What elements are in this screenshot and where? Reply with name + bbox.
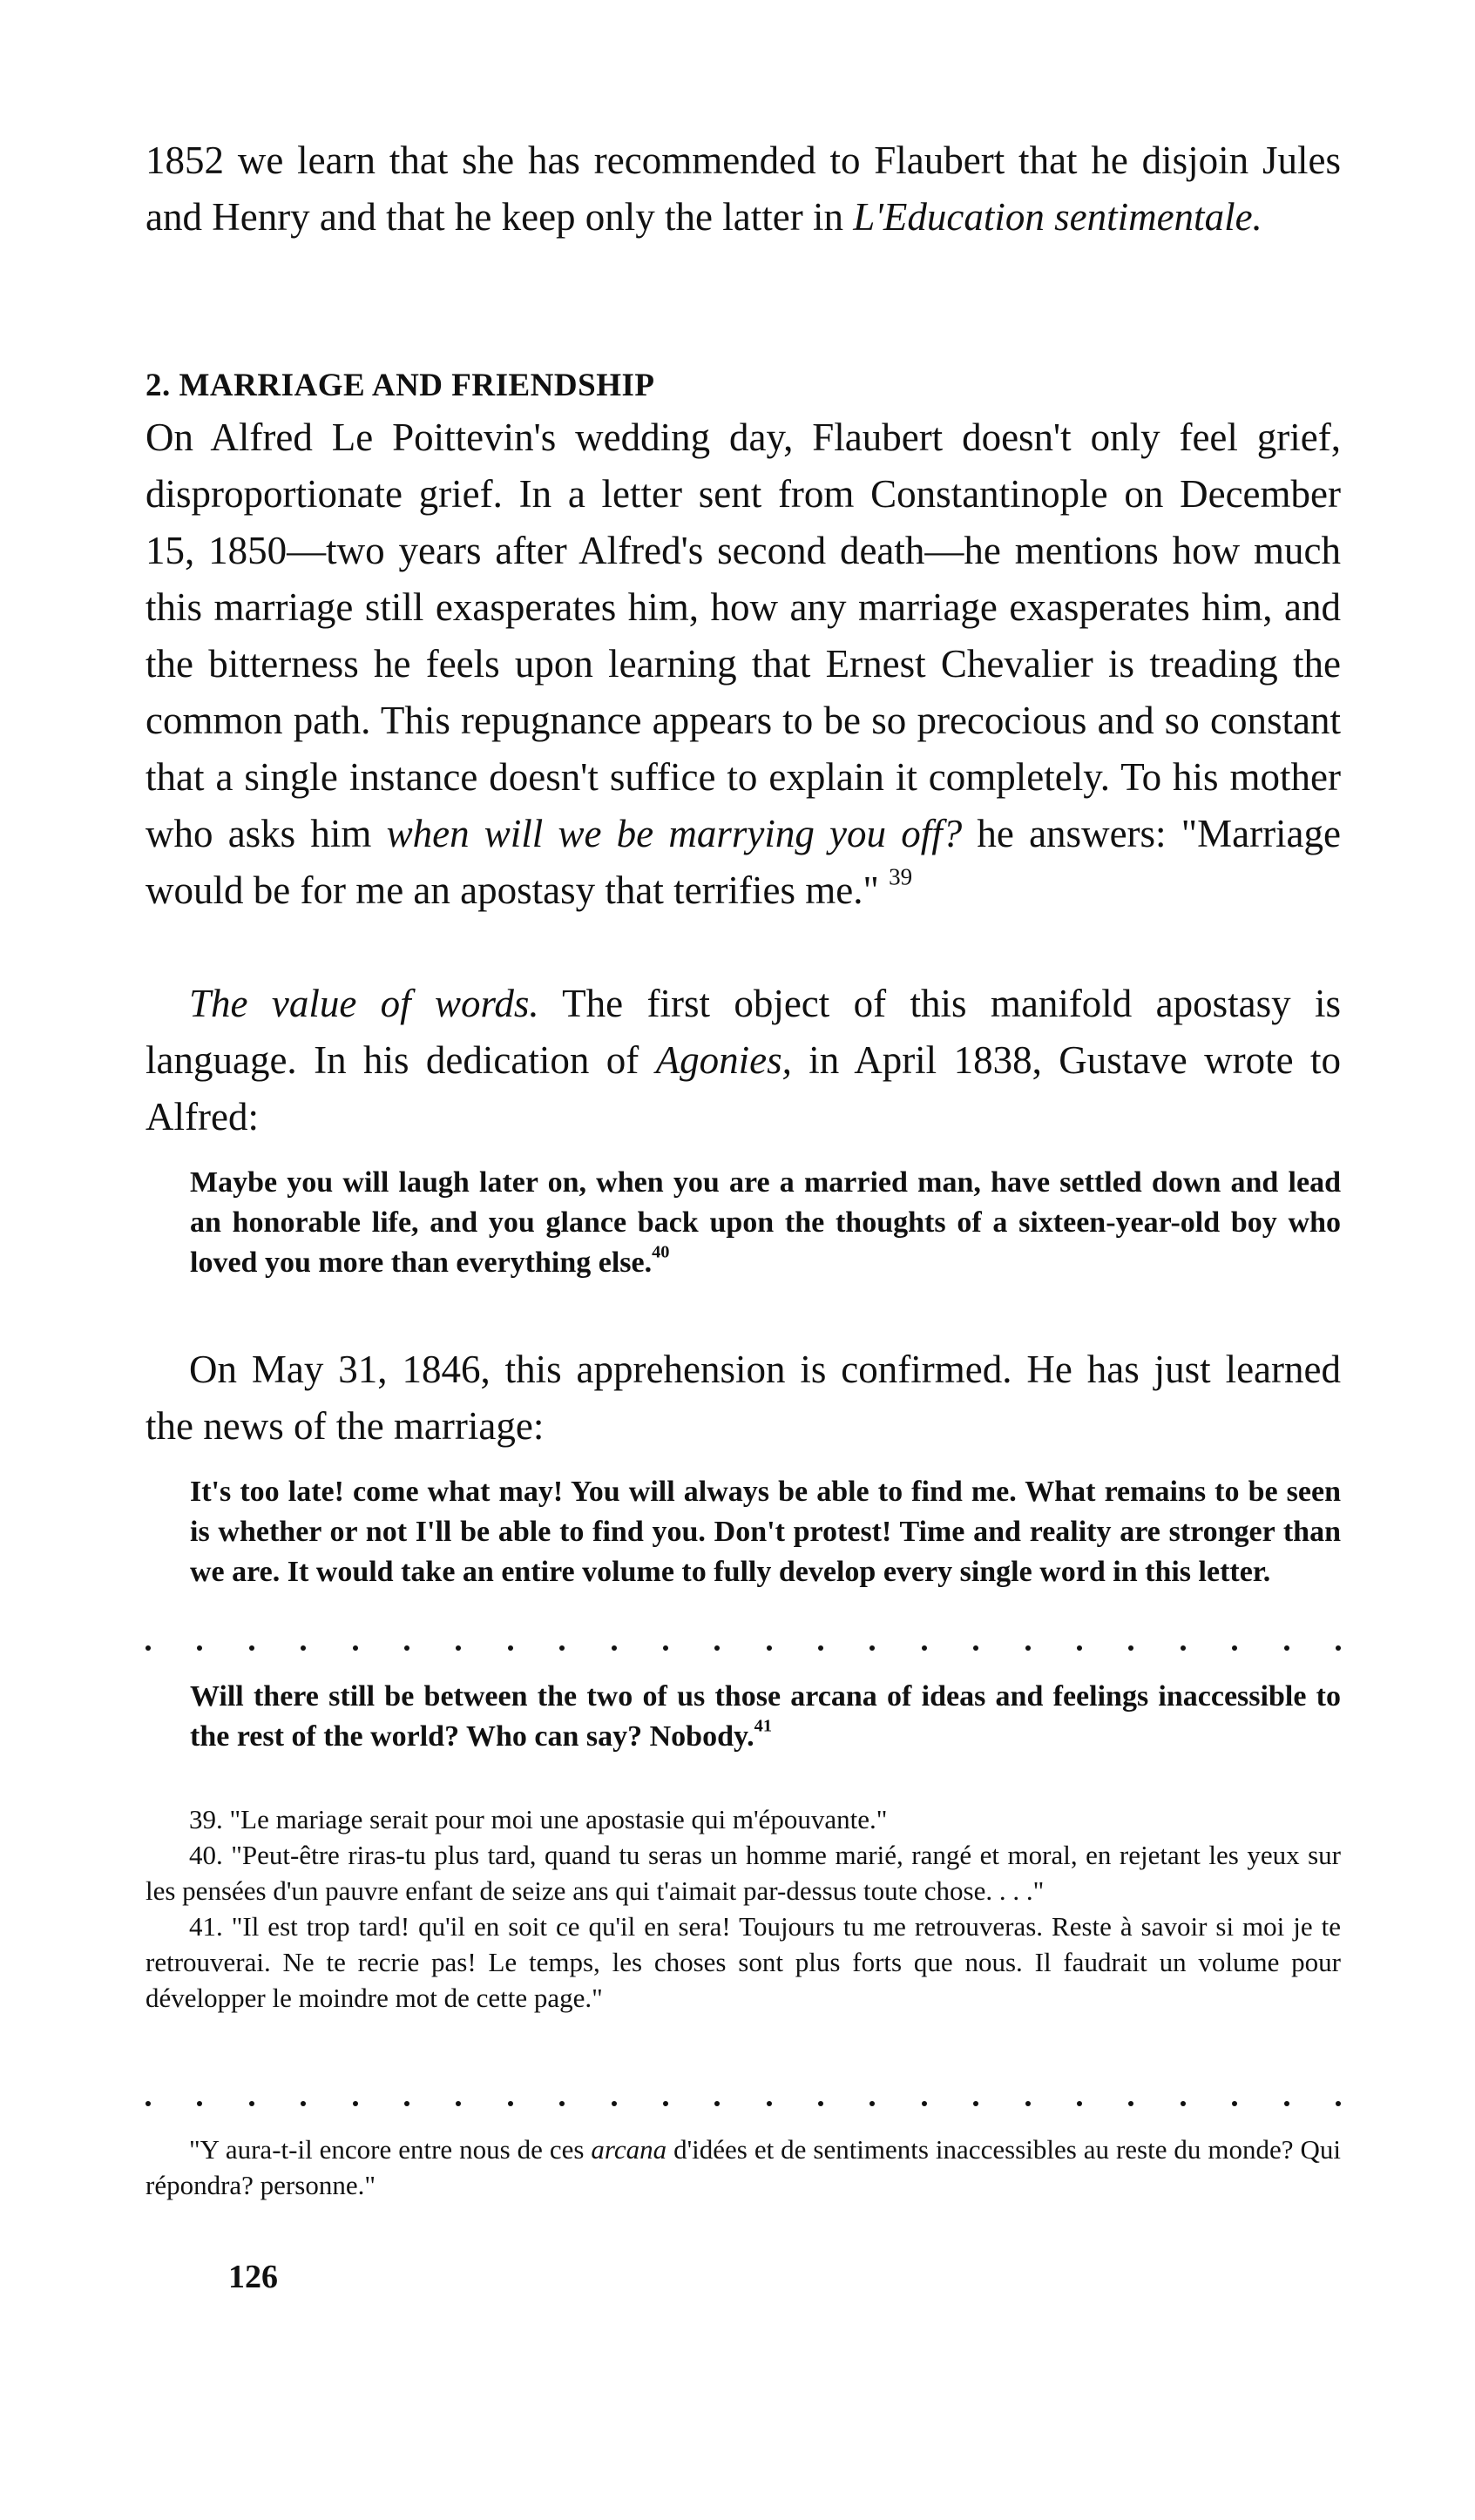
footnotes: [145, 1801, 1341, 2016]
block-quote-arcana: Will there still be between the two of us those arcana of ideas and feelings inaccessible to the rest of the world? Who can say? Nobody.$^{41}$: [190, 1680, 1341, 1753]
book-title: L'Education sentimentale.: [853, 195, 1262, 239]
footnote-ellipsis-dots: [145, 2095, 1341, 2112]
paragraph-may-31: On May 31, 1846, this apprehension is confirmed. He has just learned the news of the marriage:: [145, 1348, 1341, 1448]
section-heading: 2. MARRIAGE AND FRIENDSHIP: [145, 368, 655, 403]
opening-text: 1852 we learn that she has recommended to Flaubert that he disjoin Jules and Henry and that he keep only the latter in: [145, 138, 1341, 239]
page-number: 126: [228, 2259, 278, 2295]
footnote-41-continued: "Y aura-t-il encore entre nous de ces arcana d'idées et de sentiments inaccessibles au reste du monde? Qui répondra? personne.": [145, 2134, 1341, 2200]
block-quote-agonies: Maybe you will laugh later on, when you are a married man, have settled down and lead an honorable life, and you glance back upon the thoughts of a sixteen-year-old boy who loved you more than everything else.$^{40}$: [190, 1166, 1341, 1279]
footnote-ref-40: 40: [652, 1242, 670, 1262]
footnote-ref-41: 41: [754, 1716, 773, 1736]
paragraph-marriage: On Alfred Le Poittevin's wedding day, Flaubert doesn't only feel grief, disproportionate grief. In a letter sent from Constantinople on December 15, 1850—two years after Alfred's second death—he mentions how much this marriage still exasperates him, how any marriage exasperates him, and the bitterness he feels upon learning that Ernest Chevalier is treading the common path. This repugnance appears to be so precocious and so constant that a single instance doesn't suffice to explain it completely. To his mother who asks him when will we be marrying you off? he answers: "Marriage would be for me an apostasy that terrifies me." $^{39}$: [145, 415, 1342, 912]
footnote-41: 41. "Il est trop tard! qu'il en soit ce qu'il en sera! Toujours tu me retrouveras. Reste à savoir si moi je te retrouverai. Ne te recrie pas! Le temps, les choses sont plus forts que nous. Il faudrait un volume pour développer le moindre mot de cette page.": [145, 1911, 1341, 2013]
opening-paragraph: [145, 132, 1341, 246]
footnote-ref-39: 39: [889, 863, 913, 890]
footnote-40: 40. "Peut-être riras-tu plus tard, quand tu seras un homme marié, rangé et moral, en rejetant les yeux sur les pensées d'un pauvre enfant de seize ans qui t'aimait par-dessus toute chose. . . .": [145, 1840, 1341, 1906]
paragraph-value-of-words: The value of words. The first object of this manifold apostasy is language. In his dedication of Agonies, in April 1838, Gustave wrote to Alfred:: [145, 982, 1342, 1138]
footnote-39: 39. "Le mariage serait pour moi une apostasie qui m'épouvante.": [189, 1804, 888, 1834]
ellipsis-dots: [145, 1639, 1341, 1657]
block-quote-too-late: It's too late! come what may! You will always be able to find me. What remains to be seen is whether or not I'll be able to find you. Don't protest! Time and reality are stronger than we are. It would take an entire volume to fully develop every single word in this letter.: [190, 1476, 1341, 1588]
